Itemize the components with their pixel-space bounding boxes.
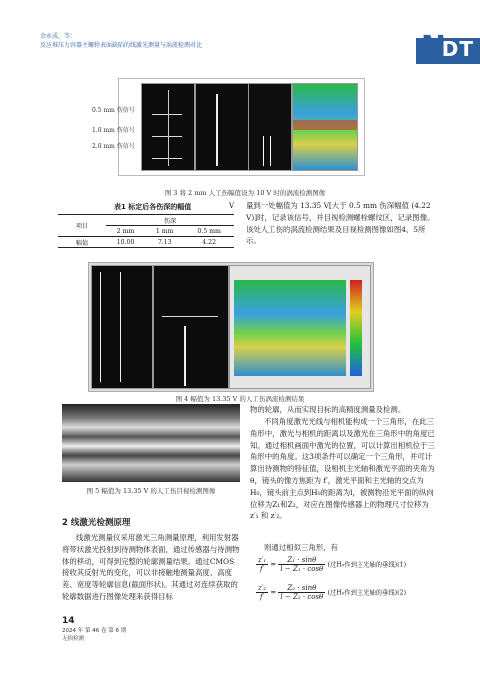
- equation-2: $\frac{\text{z′₂}}{f'}$ = $\frac{\text{Z₂ · sinθ}}{\text{l − Z₂ · cosθ}}$ (过H₀作到主光轴的垂线)(2): [258, 584, 407, 601]
- figure-5-image: [62, 404, 240, 482]
- footer-journal: 无损检测: [62, 636, 85, 642]
- paragraph-right-top: 量到一处幅值为 13.35 V[大于 0.5 mm 伤深幅值 (4.22 V)]时，记录该信号，并目视检测螺栓螺纹区，记录图像。该处人工伤的涡流检测结果及目视检测图像如图4、5所示。: [246, 201, 435, 246]
- table-1-depth: 1 mm: [145, 226, 184, 237]
- table-1-col-item: 项目: [58, 215, 106, 237]
- table-1-depth: 0.5 mm: [184, 226, 234, 237]
- eddy-strip-chart-2: [195, 83, 249, 171]
- eddy-c-scan-window: [229, 265, 371, 389]
- figure-4-caption: 图 4 幅值为 13.35 V 的人工伤涡流检测结果: [175, 395, 305, 403]
- section-2-heading: 2 线激光检测原理: [62, 518, 131, 528]
- table-1-unit: V: [228, 202, 234, 210]
- figure-3-caption: 图 3 将 2 mm 人工伤幅值设为 10 V 时的涡流检测图像: [164, 189, 326, 197]
- eq1-den: l − Z₁ · cosθ: [280, 565, 324, 573]
- signal-label-1-0: 1.0 mm 伤信号: [92, 127, 135, 134]
- table-1-depth: 2 mm: [106, 226, 145, 237]
- eq1-lhs-num: z′₁: [258, 556, 267, 564]
- eq1-num: Z₁ · sinθ: [278, 556, 325, 565]
- footer-issue: 2024 年 第 46 卷 第 6 期: [62, 628, 127, 634]
- eddy-strip-chart-1: [141, 83, 195, 171]
- table-1-value: 4.22: [202, 238, 217, 246]
- running-title: 反应堆压力容器主螺栓表面缺陷的线激光测量与涡流检测对比: [40, 42, 203, 49]
- signal-label-0-5: 0.5 mm 伤信号: [92, 107, 135, 114]
- table-1: [58, 202, 234, 248]
- table-1-title: 表1 标定后各伤深的幅值: [114, 203, 192, 211]
- table-1-row-label: 幅值: [75, 239, 89, 247]
- running-authors: 余永成，等：: [40, 33, 77, 40]
- table-1-value: 10.00: [116, 238, 135, 246]
- eq2-lhs-den: f′: [259, 593, 265, 601]
- right-col-paragraph-3: 则通过相似三角形，有: [264, 543, 338, 552]
- right-col-paragraph-1: 物的轮廓，从而实现目标的高精度测量及检测。: [250, 405, 406, 414]
- equation-1: $\frac{\text{z′₁}}{f'}$ = $\frac{\text{Z₁ · sinθ}}{\text{l − Z₁ · cosθ}}$ (过H₀作到主光轴的垂线)(1): [258, 556, 407, 573]
- eddy-c-scan: [292, 83, 358, 171]
- eq1-note: (过H₀作到主光轴的垂线)(1): [327, 561, 407, 569]
- journal-logo-text: DT: [441, 37, 474, 61]
- eq1-lhs-den: f′: [259, 565, 265, 573]
- figure-4-image: [88, 262, 374, 392]
- figure-3-image: [118, 78, 365, 176]
- eq2-note: (过H₀作到主光轴的垂线)(2): [327, 589, 407, 597]
- journal-logo: N: [420, 30, 446, 65]
- eq2-num: Z₂ · sinθ: [278, 584, 325, 593]
- eq2-den: l − Z₂ · cosθ: [280, 593, 324, 601]
- page-number: 14: [62, 616, 75, 626]
- right-col-paragraph-2: 不同角度激光光线与相机能构成一个三角形，在此三角形中，激光与相机的距离以及激光在三角形中的角度已知。通过相机画面中激光的位置，可以计算出相机位于三角形中的角度。这3项条件可以确定一个三角形，并可计算出待测物的特征值，设相机主光轴和激光平面的夹角为 θ，镜头的像方焦距为 f′，激光平面和主光轴的交点为H₀，镜头前主点到H₀的距离为l，被测物沿光平面的纵向位移为Z₁和Z₂，对应在图像传感器上的物理尺寸位移为 z′₁ 和 z′₂。: [250, 417, 435, 521]
- figure-5-caption: 图 5 幅值为 13.35 V 的人工伤目视检测图像: [86, 487, 216, 495]
- section-2-paragraph: 线激光测量仪采用激光三角测量原理，利用发射器将带状激光投射到待测物体表面，通过传感器与待测物体的移动，可得到完整的轮廓测量结果。通过CMOS接收其反射光的变化，可以非接触地测量高度、高度差、宽度等轮廓信息(截面形状)。其通过对连续获取的轮廓数据进行图像处理来获得目标: [62, 533, 240, 601]
- eq2-lhs-num: z′₂: [258, 584, 267, 592]
- eddy-strip-chart-2: [153, 265, 229, 389]
- eddy-strip-chart-1: [91, 265, 153, 389]
- table-1-col-group: 伤深: [106, 215, 234, 226]
- table-1-value: 7.13: [157, 238, 172, 246]
- signal-label-2-0: 2.0 mm 伤信号: [92, 143, 135, 150]
- eddy-lissajous: [248, 83, 292, 171]
